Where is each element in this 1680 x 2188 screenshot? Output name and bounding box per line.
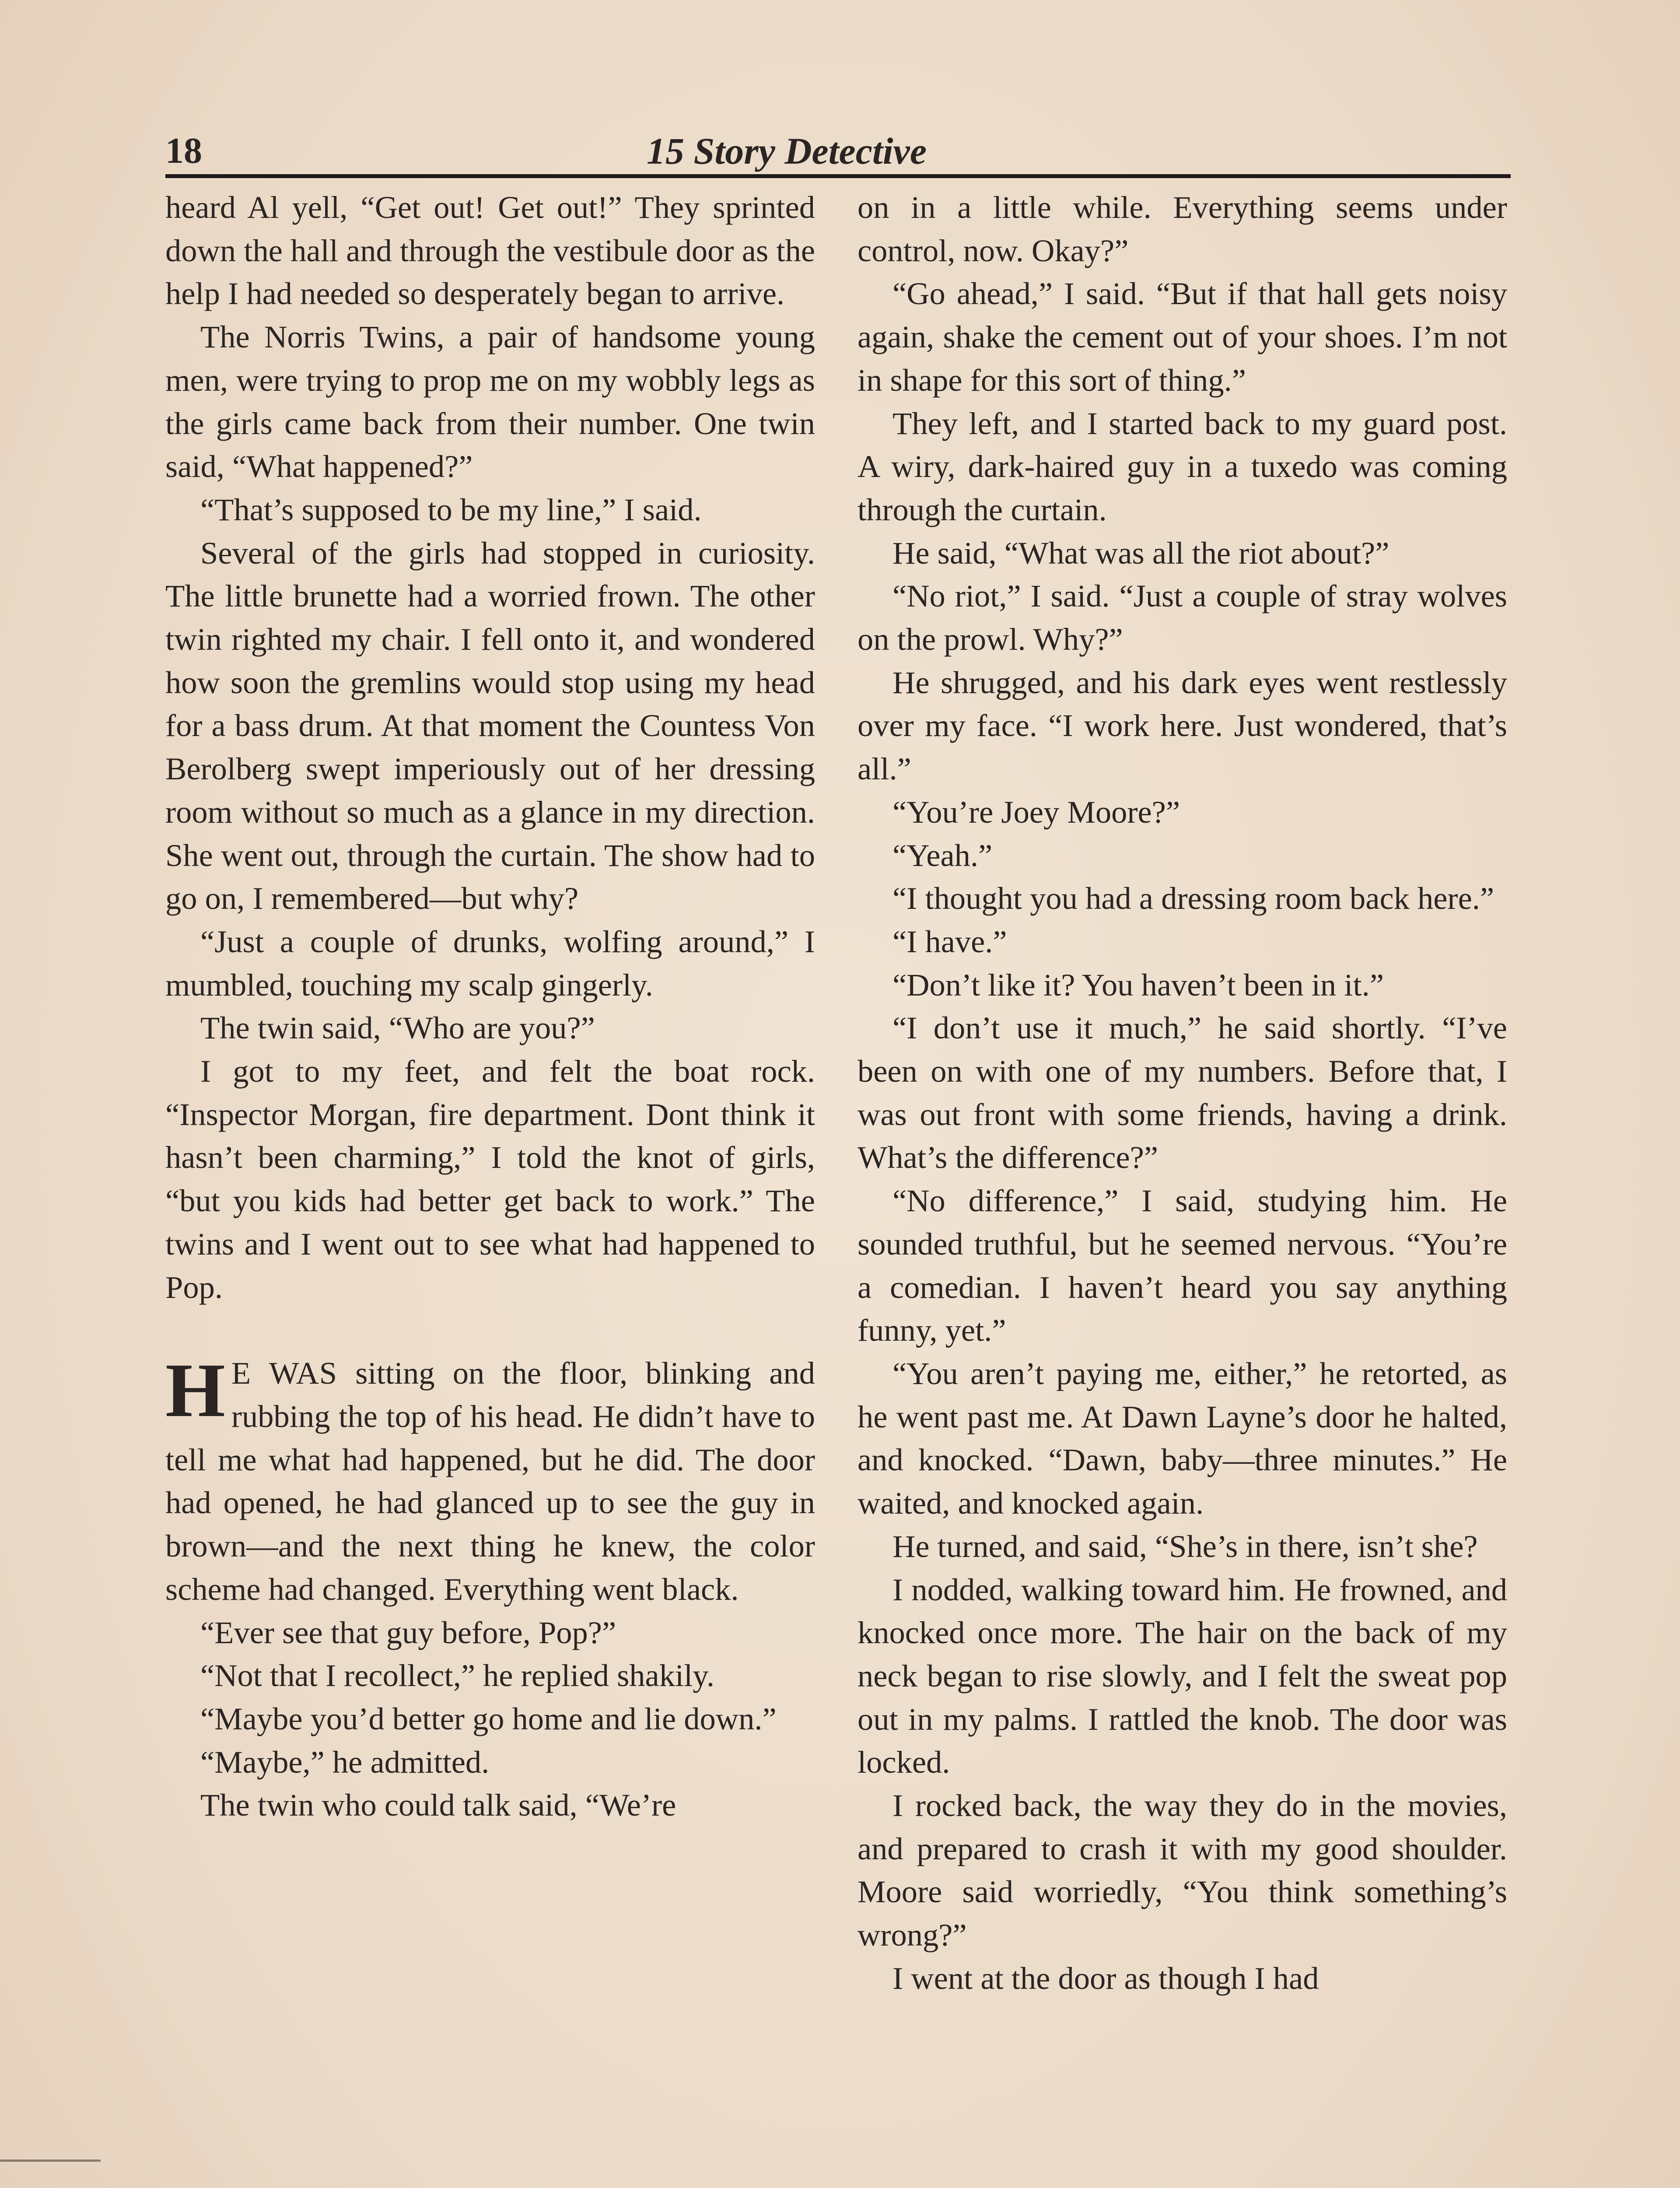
paragraph: The Norris Twins, a pair of handsome young men, were trying to prop me on my wobbly legs as the girls came back from their number. One twin said, “What happened?”: [165, 319, 815, 484]
paragraph: I rocked back, the way they do in the movies, and prepared to crash it with my good shoulder. Moore said worriedly, “You think something’s wrong?”: [858, 1788, 1507, 1953]
paragraph: “Maybe you’d better go home and lie down.”: [200, 1701, 777, 1736]
paragraph: “You aren’t paying me, either,” he retorted, as he went past me. At Dawn Layne’s door he halted, and knocked. “Dawn, baby—three minutes.” He waited, and knocked again.: [858, 1355, 1507, 1521]
paragraph: They left, and I started back to my guard post. A wiry, dark-haired guy in a tuxedo was coming through the curtain.: [858, 405, 1507, 527]
paragraph: “That’s supposed to be my line,” I said.: [200, 491, 702, 527]
paragraph: Several of the girls had stopped in curiosity. The little brunette had a worried frown. The other twin righted my chair. I fell onto it, and wondered how soon the gremlins would stop using my head for a bass drum. At that moment the Countess Von Berolberg swept imperiously out of her dressing room without so much as a glance in my direction. She went out, through the curtain. The show had to go on, I remembered—but why?: [165, 535, 815, 916]
paragraph: I nodded, walking toward him. He frowned, and knocked once more. The hair on the back of my neck began to rise slowly, and I felt the sweat pop out in my palms. I rattled the knob. The door was locked.: [858, 1571, 1507, 1780]
paragraph: on in a little while. Everything seems under control, now. Okay?”: [858, 189, 1507, 268]
drop-cap: H: [165, 1348, 225, 1434]
paragraph: The twin said, “Who are you?”: [200, 1010, 595, 1046]
paragraph: He turned, and said, “She’s in there, isn’t she?: [892, 1528, 1478, 1564]
paragraph: “Go ahead,” I said. “But if that hall gets noisy again, shake the cement out of your shoes. I’m not in shape for this sort of thing.”: [858, 276, 1507, 398]
margin-mark: [0, 2160, 101, 2162]
paragraph: I got to my feet, and felt the boat rock. “Inspector Morgan, fire department. Dont think it hasn’t been charming,” I told the knot of girls, “but you kids had better get back to work.” The twins and I went out to see what had happened to Pop.: [165, 1053, 815, 1305]
paragraph: heard Al yell, “Get out! Get out!” They sprinted down the hall and through the vestibule door as the help I had needed so desperately began to arrive.: [165, 189, 815, 312]
right-column: [858, 186, 1507, 2000]
paragraph: “I don’t use it much,” he said shortly. “I’ve been on with one of my numbers. Before that, I was out front with some friends, having a drink. What’s the difference?”: [858, 1010, 1507, 1175]
paragraph: “Just a couple of drunks, wolfing around,” I mumbled, touching my scalp gingerly.: [165, 923, 815, 1003]
section-opening-text: sitting on the floor, blinking and rubbing the top of his head. He didn’t have to tell me what had happened, but he did. The door had opened, he had glanced up to see the guy in brown—and the next thing he knew, the color scheme had changed. Everything went black.: [165, 1355, 815, 1607]
section-opening-paragraph: [165, 1348, 815, 1611]
paragraph: “Ever see that guy before, Pop?”: [200, 1614, 616, 1650]
paragraph: I went at the door as though I had: [892, 1960, 1319, 1996]
lead-in-caps: E WAS: [231, 1355, 338, 1391]
page-header: [165, 127, 1511, 175]
page-number: 18: [165, 130, 202, 171]
paragraph: “No difference,” I said, studying him. He sounded truthful, but he seemed nervous. “You’re a comedian. I haven’t heard you say anything funny, yet.”: [858, 1183, 1507, 1348]
paragraph: “Yeah.”: [892, 837, 993, 873]
paragraph: “Maybe,” he admitted.: [200, 1744, 490, 1780]
paragraph: “Don’t like it? You haven’t been in it.”: [892, 967, 1384, 1003]
paragraph: “Not that I recollect,” he replied shakily.: [200, 1658, 714, 1694]
left-column: [165, 186, 815, 1827]
paragraph: “I thought you had a dressing room back here.”: [892, 880, 1494, 916]
paragraph: He said, “What was all the riot about?”: [892, 535, 1390, 571]
paragraph: “I have.”: [892, 923, 1007, 959]
paragraph: He shrugged, and his dark eyes went restlessly over my face. “I work here. Just wondered, that’s all.”: [858, 664, 1507, 787]
paragraph: “You’re Joey Moore?”: [892, 794, 1180, 830]
paragraph: “No riot,” I said. “Just a couple of stray wolves on the prowl. Why?”: [858, 578, 1507, 657]
header-rule: [165, 174, 1511, 178]
paragraph: The twin who could talk said, “We’re: [200, 1787, 676, 1823]
magazine-title: 15 Story Detective: [647, 130, 927, 172]
